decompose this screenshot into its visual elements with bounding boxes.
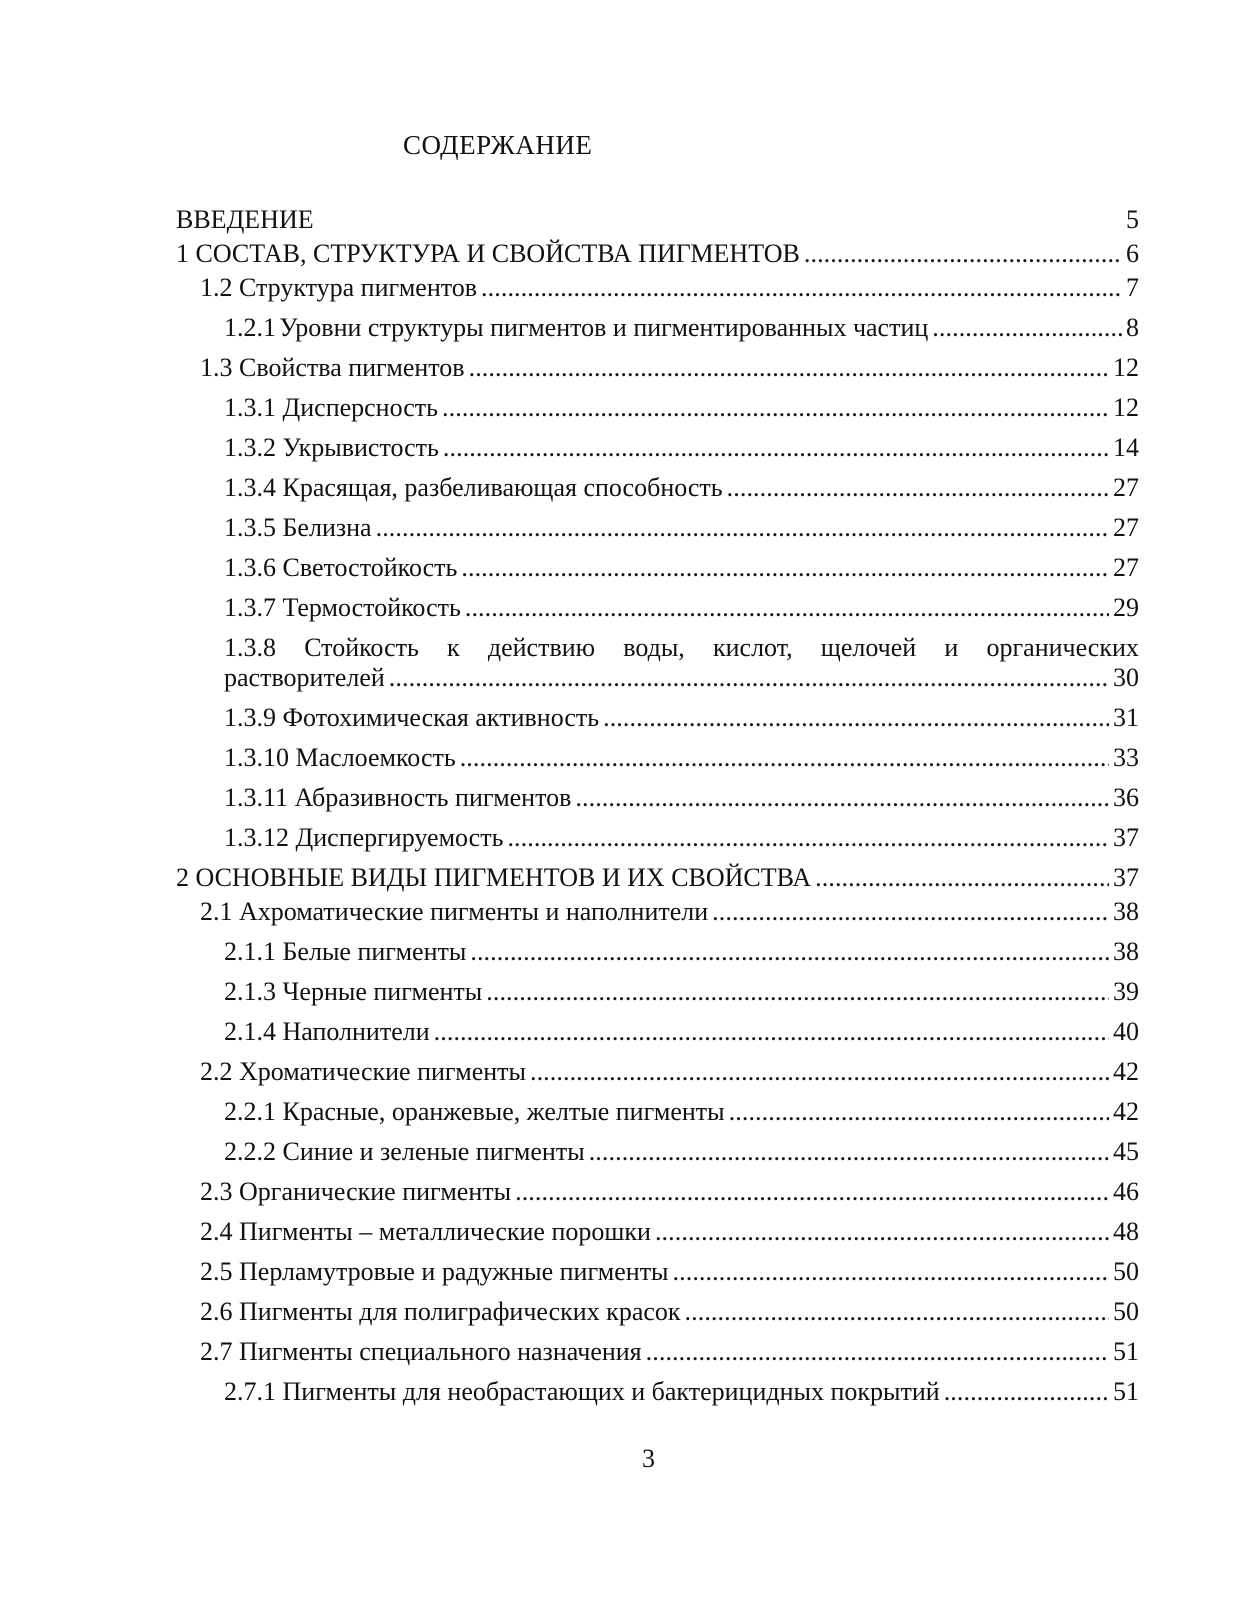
toc-entry-page: 42 — [1113, 1097, 1139, 1126]
toc-leader — [712, 897, 1109, 927]
toc-entry-label: 1 СОСТАВ, СТРУКТУРА И СВОЙСТВА ПИГМЕНТОВ — [176, 239, 800, 268]
toc-entry-page: 50 — [1113, 1257, 1139, 1286]
toc-entry-page: 45 — [1113, 1137, 1139, 1166]
toc-entry-label: 1.3.10 Маслоемкость — [224, 743, 456, 772]
toc-entry-page: 31 — [1113, 703, 1139, 732]
toc-entry-2-1-1[interactable] — [176, 937, 1139, 967]
toc-entry-1-3-7[interactable] — [176, 593, 1139, 623]
toc-entry-2-2-1[interactable] — [176, 1097, 1139, 1127]
toc-entry-1-3-8[interactable] — [176, 633, 1139, 693]
toc-leader — [729, 1097, 1109, 1127]
toc-entry-label: 2.1.1 Белые пигменты — [224, 937, 467, 966]
toc-leader — [932, 313, 1122, 343]
toc-entry-label: 1.3.12 Диспергируемость — [224, 823, 504, 852]
toc-entry-page: 33 — [1113, 743, 1139, 772]
toc-entry-label: 2.1.3 Черные пигменты — [224, 977, 483, 1006]
toc-leader — [673, 1257, 1109, 1287]
toc-entry-label-line-2: растворителей — [224, 663, 385, 692]
toc-leader — [815, 863, 1109, 893]
toc-entry-label: 2.6 Пигменты для полиграфических красок — [200, 1297, 681, 1326]
toc-entry-page: 12 — [1113, 393, 1139, 422]
toc-entry-2[interactable] — [176, 863, 1139, 893]
page-number: 3 — [642, 1444, 655, 1473]
toc-entry-label: Уровни структуры пигментов и пигментированных частиц — [279, 313, 929, 342]
toc-entry-page: 14 — [1113, 433, 1139, 462]
toc-entry-1-3-11[interactable] — [176, 783, 1139, 813]
toc-entry-1-3-12[interactable] — [176, 823, 1139, 853]
toc-entry-page: 12 — [1113, 353, 1139, 382]
toc-leader — [530, 1057, 1109, 1087]
toc-leader — [515, 1177, 1109, 1207]
toc-entry-page: 46 — [1113, 1177, 1139, 1206]
toc-leader — [804, 239, 1122, 269]
table-of-contents — [176, 205, 1139, 1417]
toc-entry-number: 1.2.1 — [224, 313, 276, 342]
toc-entry-1-3[interactable] — [176, 353, 1139, 383]
toc-leader — [460, 743, 1109, 773]
toc-entry-intro[interactable] — [176, 205, 1139, 235]
toc-leader — [465, 593, 1109, 623]
toc-entry-label: 1.3.1 Дисперсность — [224, 393, 439, 422]
toc-leader — [486, 977, 1109, 1007]
page-title: СОДЕРЖАНИЕ — [403, 130, 593, 160]
toc-entry-label: 1.3.6 Светостойкость — [224, 553, 458, 582]
toc-leader — [727, 473, 1109, 503]
toc-leader — [646, 1337, 1109, 1367]
toc-entry-page: 30 — [1113, 663, 1139, 692]
toc-entry-label: 2.2.2 Синие и зеленые пигменты — [224, 1137, 585, 1166]
toc-leader — [603, 703, 1109, 733]
toc-entry-page: 39 — [1113, 977, 1139, 1006]
toc-leader — [575, 783, 1109, 813]
toc-entry-2-7-1[interactable] — [176, 1377, 1139, 1407]
toc-entry-label: 2.5 Перламутровые и радужные пигменты — [200, 1257, 669, 1286]
toc-entry-page: 6 — [1126, 239, 1139, 268]
toc-entry-page: 42 — [1113, 1057, 1139, 1086]
toc-entry-label: 1.2 Структура пигментов — [200, 273, 478, 302]
toc-leader — [434, 1017, 1109, 1047]
toc-entry-page: 27 — [1113, 553, 1139, 582]
toc-leader — [589, 1137, 1109, 1167]
toc-entry-page: 37 — [1113, 823, 1139, 852]
toc-entry-2-1-4[interactable] — [176, 1017, 1139, 1047]
toc-entry-2-2[interactable] — [176, 1057, 1139, 1087]
toc-entry-label: 2.7 Пигменты специального назначения — [200, 1337, 642, 1366]
toc-entry-page: 29 — [1113, 593, 1139, 622]
toc-entry-1-3-6[interactable] — [176, 553, 1139, 583]
toc-leader — [655, 1217, 1109, 1247]
toc-entry-label: 1.3.11 Абразивность пигментов — [224, 783, 572, 812]
toc-leader — [376, 513, 1109, 543]
toc-entry-1-2-1[interactable] — [176, 313, 1139, 343]
toc-leader — [944, 1377, 1109, 1407]
toc-entry-1-3-2[interactable] — [176, 433, 1139, 463]
toc-entry-page: 48 — [1113, 1217, 1139, 1246]
toc-entry-1-3-4[interactable] — [176, 473, 1139, 503]
toc-entry-page: 51 — [1113, 1337, 1139, 1366]
toc-entry-page: 51 — [1113, 1377, 1139, 1406]
toc-entry-label: 1.3.4 Красящая, разбеливающая способность — [224, 473, 723, 502]
toc-entry-label-line-1: 1.3.8 Стойкость к действию воды, кислот, щелочей и органических — [224, 633, 1139, 662]
toc-entry-page: 37 — [1113, 863, 1139, 892]
toc-entry-2-4[interactable] — [176, 1217, 1139, 1247]
toc-entry-2-1-3[interactable] — [176, 977, 1139, 1007]
toc-entry-label: 1.3.9 Фотохимическая активность — [224, 703, 600, 732]
toc-leader — [470, 937, 1109, 967]
toc-entry-2-5[interactable] — [176, 1257, 1139, 1287]
toc-entry-label: 2.7.1 Пигменты для необрастающих и бактерицидных покрытий — [224, 1377, 940, 1406]
toc-leader — [469, 353, 1109, 383]
toc-entry-1-3-1[interactable] — [176, 393, 1139, 423]
toc-entry-page: 8 — [1126, 313, 1139, 342]
toc-entry-label: 1.3 Свойства пигментов — [200, 353, 465, 382]
toc-entry-1-3-10[interactable] — [176, 743, 1139, 773]
toc-entry-label: 1.3.7 Термостойкость — [224, 593, 461, 622]
toc-entry-label: 2.1.4 Наполнители — [224, 1017, 430, 1046]
toc-entry-page: 50 — [1113, 1297, 1139, 1326]
toc-entry-label: 2.3 Органические пигменты — [200, 1177, 512, 1206]
toc-entry-label: ВВЕДЕНИЕ — [176, 205, 314, 234]
toc-leader — [443, 433, 1109, 463]
toc-entry-label: 2.2.1 Красные, оранжевые, желтые пигменты — [224, 1097, 725, 1126]
toc-leader — [481, 273, 1122, 303]
toc-entry-label: 2 ОСНОВНЫЕ ВИДЫ ПИГМЕНТОВ И ИХ СВОЙСТВА — [176, 863, 812, 892]
toc-entry-2-3[interactable] — [176, 1177, 1139, 1207]
toc-entry-label: 2.2 Хроматические пигменты — [200, 1057, 526, 1086]
toc-entry-label: 1.3.5 Белизна — [224, 513, 372, 542]
toc-entry-page: 27 — [1113, 473, 1139, 502]
toc-leader — [461, 553, 1109, 583]
toc-entry-2-2-2[interactable] — [176, 1137, 1139, 1167]
toc-entry-2-1[interactable] — [176, 897, 1139, 927]
toc-entry-2-7[interactable] — [176, 1337, 1139, 1367]
toc-entry-page: 5 — [1126, 205, 1139, 234]
toc-entry-page: 38 — [1113, 897, 1139, 926]
toc-entry-1-2[interactable] — [176, 273, 1139, 303]
toc-leader — [389, 663, 1109, 693]
toc-entry-label: 2.1 Ахроматические пигменты и наполнители — [200, 897, 709, 926]
toc-leader — [442, 393, 1109, 423]
toc-entry-page: 36 — [1113, 783, 1139, 812]
toc-entry-page: 40 — [1113, 1017, 1139, 1046]
toc-entry-1[interactable] — [176, 239, 1139, 269]
toc-entry-label: 1.3.2 Укрывистость — [224, 433, 439, 462]
toc-entry-page: 7 — [1126, 273, 1139, 302]
toc-entry-label: 2.4 Пигменты – металлические порошки — [200, 1217, 651, 1246]
toc-entry-1-3-9[interactable] — [176, 703, 1139, 733]
toc-entry-page: 38 — [1113, 937, 1139, 966]
toc-entry-1-3-5[interactable] — [176, 513, 1139, 543]
toc-entry-2-6[interactable] — [176, 1297, 1139, 1327]
toc-leader — [685, 1297, 1109, 1327]
toc-entry-page: 27 — [1113, 513, 1139, 542]
toc-leader — [507, 823, 1109, 853]
